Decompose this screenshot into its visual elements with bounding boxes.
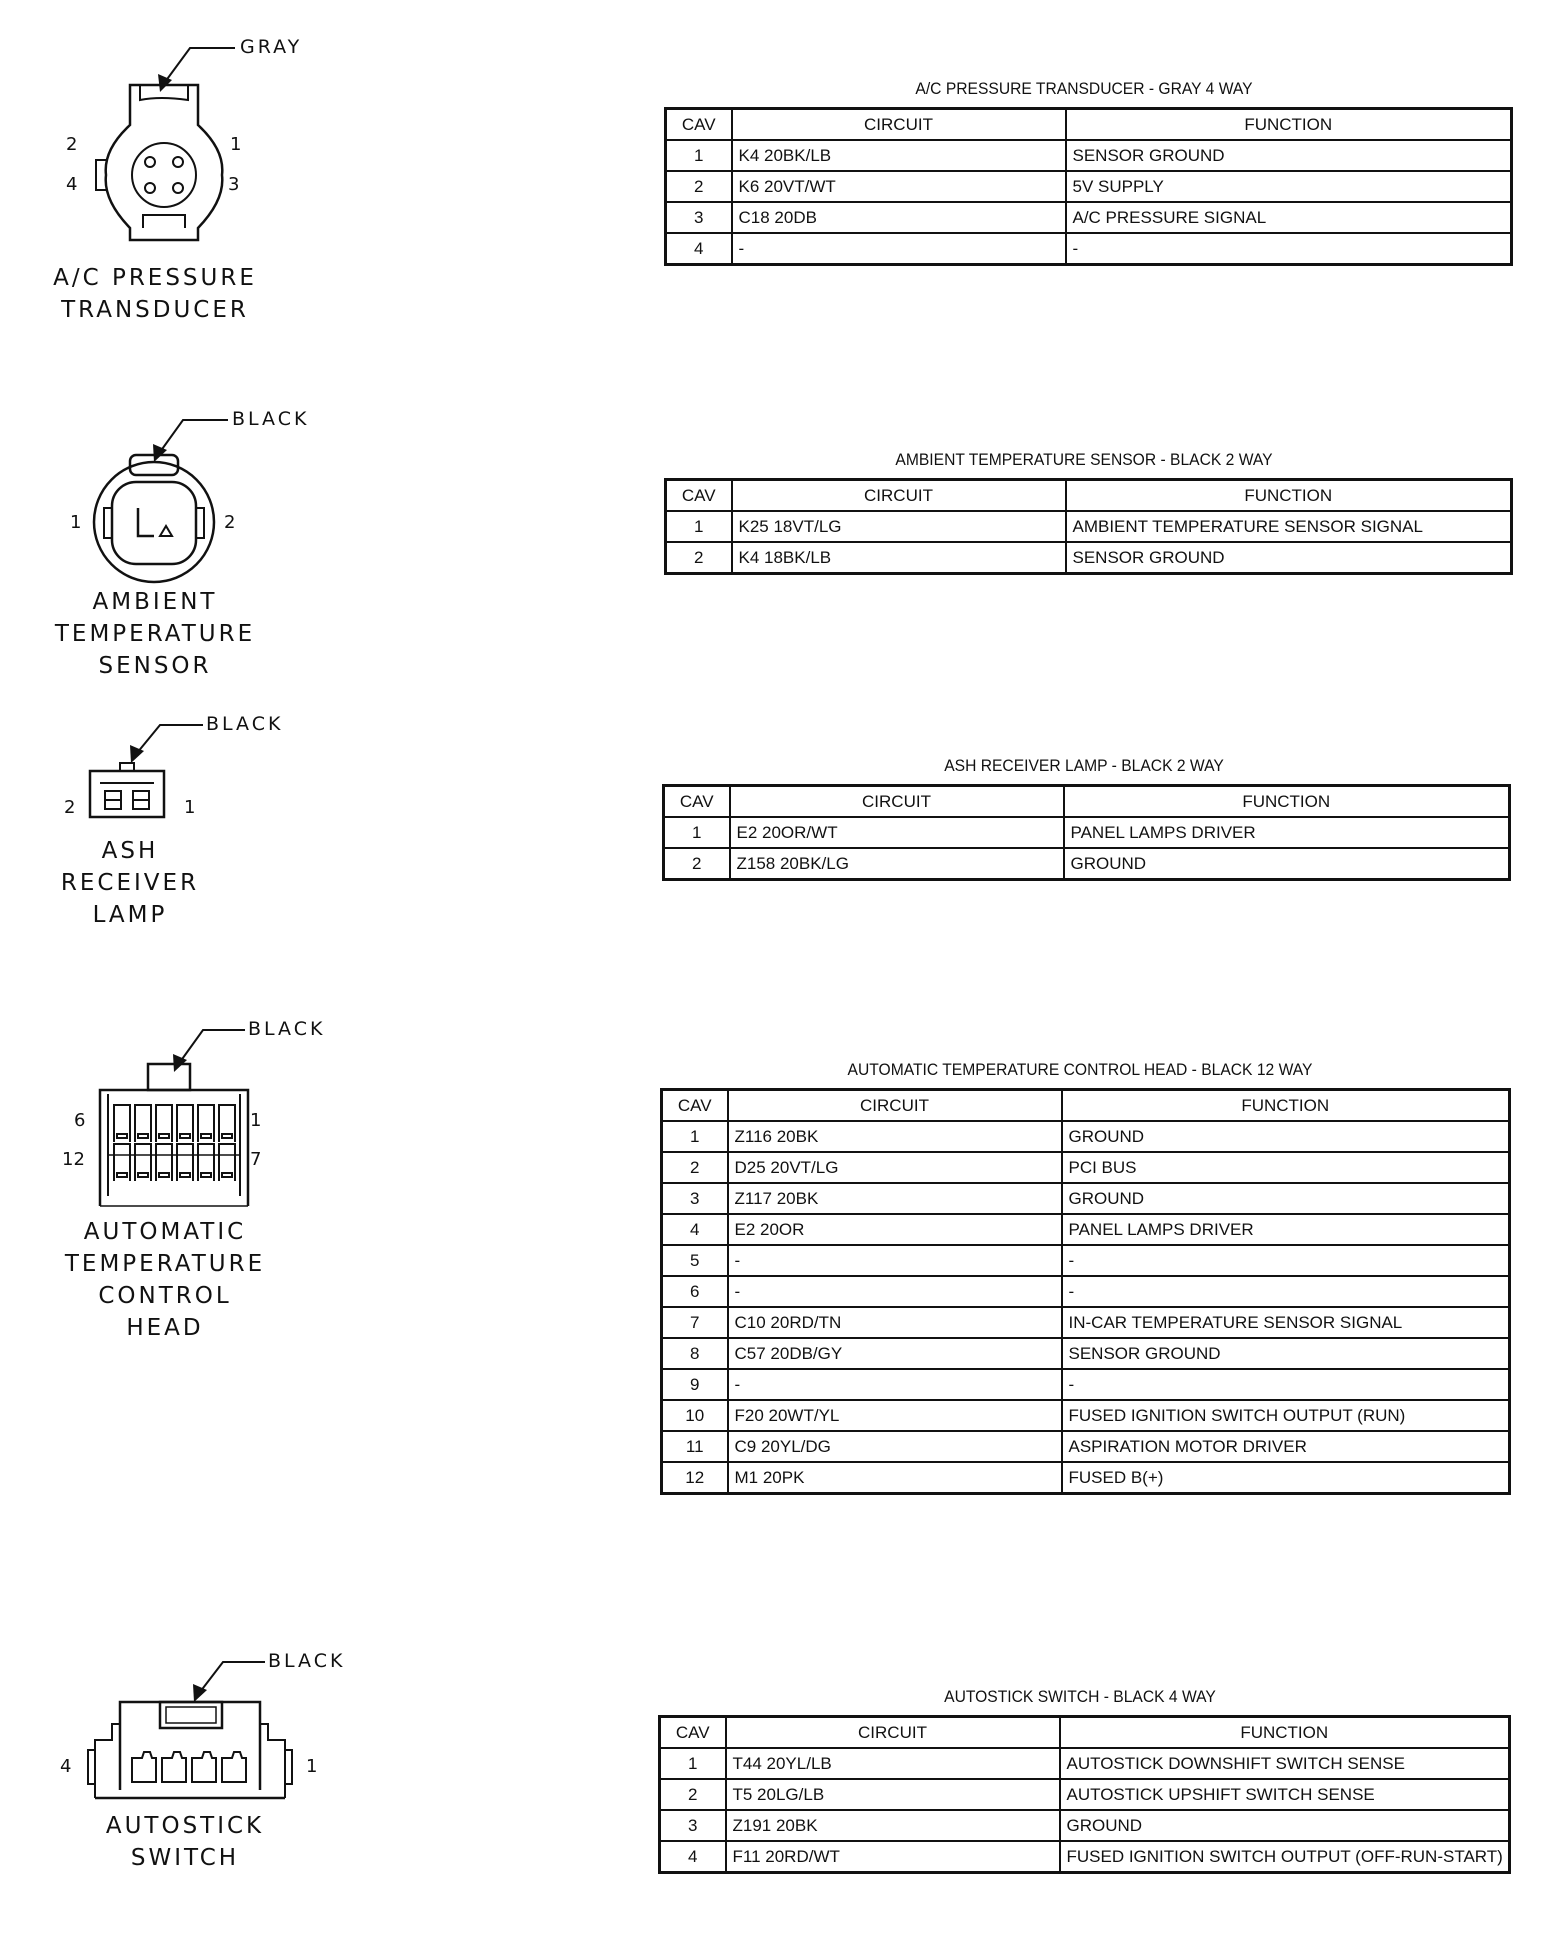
table-row — [660, 1841, 1510, 1873]
header-cav: CAV — [666, 109, 732, 141]
cav-cell: 9 — [662, 1369, 728, 1400]
table-row — [662, 1369, 1510, 1400]
cav-cell: 1 — [666, 140, 732, 171]
atc-pin-terminal — [180, 1173, 190, 1177]
cav-cell: 1 — [662, 1121, 728, 1152]
table-row — [662, 1462, 1510, 1494]
circuit-cell: C10 20RD/TN — [728, 1307, 1062, 1338]
auto-pin-cavity — [192, 1752, 216, 1782]
function-cell: AUTOSTICK UPSHIFT SWITCH SENSE — [1060, 1779, 1510, 1810]
header-function: FUNCTION — [1066, 480, 1512, 512]
function-cell: PCI BUS — [1062, 1152, 1510, 1183]
amb-table-title: AMBIENT TEMPERATURE SENSOR - BLACK 2 WAY — [895, 450, 1273, 469]
atc-pin-terminal — [159, 1134, 169, 1138]
header-circuit: CIRCUIT — [726, 1717, 1060, 1749]
cav-cell: 1 — [666, 511, 732, 542]
function-cell: - — [1062, 1245, 1510, 1276]
auto-pin-label: 1 — [306, 1756, 318, 1777]
ash-pin-label: 2 — [64, 797, 76, 818]
atc-pin-terminal — [222, 1173, 232, 1177]
auto-pin-cavity — [222, 1752, 246, 1782]
cav-cell: 6 — [662, 1276, 728, 1307]
table-row — [662, 1307, 1510, 1338]
ac-pin-label: 4 — [66, 174, 78, 195]
cav-cell: 4 — [666, 233, 732, 265]
table-header-row — [666, 109, 1512, 141]
circuit-cell: E2 20OR/WT — [730, 817, 1064, 848]
cav-cell: 2 — [666, 171, 732, 202]
table-header-row — [664, 786, 1510, 818]
table-row — [666, 202, 1512, 233]
circuit-cell: C18 20DB — [732, 202, 1066, 233]
table-row — [666, 171, 1512, 202]
amb-color-tag: BLACK — [232, 408, 310, 430]
atc-pin-terminal — [201, 1134, 211, 1138]
function-cell: SENSOR GROUND — [1066, 542, 1512, 574]
table-header-row — [662, 1090, 1510, 1122]
atc-connector-figure — [0, 1010, 360, 1350]
header-function: FUNCTION — [1062, 1090, 1510, 1122]
table-row — [664, 817, 1510, 848]
auto-color-tag: BLACK — [268, 1650, 346, 1672]
amb-pin-label: 2 — [224, 512, 236, 533]
table-row — [660, 1810, 1510, 1841]
table-row — [662, 1152, 1510, 1183]
function-cell: AUTOSTICK DOWNSHIFT SWITCH SENSE — [1060, 1748, 1510, 1779]
circuit-cell: K4 20BK/LB — [732, 140, 1066, 171]
cav-cell: 2 — [660, 1779, 726, 1810]
ac-pin-label: 2 — [66, 134, 78, 155]
cav-cell: 1 — [664, 817, 730, 848]
circuit-cell: - — [732, 233, 1066, 265]
atc-pin-terminal — [201, 1173, 211, 1177]
atc-pin-label: 7 — [250, 1149, 262, 1170]
table-row — [660, 1748, 1510, 1779]
atc-pin-terminal — [159, 1173, 169, 1177]
amb-pin-table — [664, 478, 1513, 575]
atc-pin-terminal — [117, 1173, 127, 1177]
atc-pin-label: 6 — [74, 1110, 86, 1131]
ac-color-tag: GRAY — [240, 36, 303, 58]
cav-cell: 8 — [662, 1338, 728, 1369]
function-cell: FUSED IGNITION SWITCH OUTPUT (RUN) — [1062, 1400, 1510, 1431]
auto-pin-cavity — [162, 1752, 186, 1782]
atc-color-tag: BLACK — [248, 1018, 326, 1040]
function-cell: GROUND — [1060, 1810, 1510, 1841]
circuit-cell: - — [728, 1369, 1062, 1400]
table-row — [662, 1431, 1510, 1462]
cav-cell: 1 — [660, 1748, 726, 1779]
ac-pin-label: 1 — [230, 134, 242, 155]
atc-pin-label: 1 — [250, 1110, 262, 1131]
cav-cell: 7 — [662, 1307, 728, 1338]
function-cell: IN-CAR TEMPERATURE SENSOR SIGNAL — [1062, 1307, 1510, 1338]
table-row — [666, 233, 1512, 265]
header-circuit: CIRCUIT — [732, 480, 1066, 512]
cav-cell: 10 — [662, 1400, 728, 1431]
atc-table-title: AUTOMATIC TEMPERATURE CONTROL HEAD - BLACK 12 WAY — [847, 1060, 1313, 1079]
function-cell: SENSOR GROUND — [1066, 140, 1512, 171]
table-row — [660, 1779, 1510, 1810]
amb-connector-label: AMBIENT TEMPERATURE SENSOR — [54, 589, 256, 679]
circuit-cell: E2 20OR — [728, 1214, 1062, 1245]
table-row — [666, 140, 1512, 171]
table-row — [662, 1400, 1510, 1431]
function-cell: FUSED B(+) — [1062, 1462, 1510, 1494]
atc-connector-label: AUTOMATIC TEMPERATURE CONTROL HEAD — [64, 1219, 266, 1341]
table-row — [666, 511, 1512, 542]
circuit-cell: K6 20VT/WT — [732, 171, 1066, 202]
circuit-cell: K4 18BK/LB — [732, 542, 1066, 574]
cav-cell: 2 — [666, 542, 732, 574]
circuit-cell: K25 18VT/LG — [732, 511, 1066, 542]
circuit-cell: Z158 20BK/LG — [730, 848, 1064, 880]
atc-pin-terminal — [138, 1173, 148, 1177]
table-row — [662, 1183, 1510, 1214]
ash-table-title: ASH RECEIVER LAMP - BLACK 2 WAY — [944, 756, 1224, 775]
auto-pin-cavities — [132, 1752, 246, 1782]
function-cell: GROUND — [1064, 848, 1510, 880]
auto-pin-table — [658, 1715, 1511, 1874]
function-cell: A/C PRESSURE SIGNAL — [1066, 202, 1512, 233]
cav-cell: 4 — [662, 1214, 728, 1245]
cav-cell: 3 — [666, 202, 732, 233]
auto-connector-label: AUTOSTICK SWITCH — [105, 1813, 265, 1871]
header-circuit: CIRCUIT — [728, 1090, 1062, 1122]
header-cav: CAV — [662, 1090, 728, 1122]
circuit-cell: Z191 20BK — [726, 1810, 1060, 1841]
atc-pin-label: 12 — [62, 1149, 85, 1170]
function-cell: - — [1062, 1369, 1510, 1400]
cav-cell: 4 — [660, 1841, 726, 1873]
cav-cell: 11 — [662, 1431, 728, 1462]
table-row — [666, 542, 1512, 574]
table-row — [664, 848, 1510, 880]
ash-pin-table — [662, 784, 1511, 881]
table-row — [662, 1338, 1510, 1369]
circuit-cell: F20 20WT/YL — [728, 1400, 1062, 1431]
function-cell: - — [1066, 233, 1512, 265]
ac-pin-table — [664, 107, 1513, 266]
ash-connector-figure — [0, 705, 340, 945]
circuit-cell: - — [728, 1245, 1062, 1276]
function-cell: PANEL LAMPS DRIVER — [1062, 1214, 1510, 1245]
header-function: FUNCTION — [1060, 1717, 1510, 1749]
circuit-cell: Z117 20BK — [728, 1183, 1062, 1214]
table-row — [662, 1214, 1510, 1245]
atc-pin-terminal — [138, 1134, 148, 1138]
header-function: FUNCTION — [1066, 109, 1512, 141]
header-cav: CAV — [666, 480, 732, 512]
header-circuit: CIRCUIT — [730, 786, 1064, 818]
circuit-cell: C57 20DB/GY — [728, 1338, 1062, 1369]
function-cell: ASPIRATION MOTOR DRIVER — [1062, 1431, 1510, 1462]
circuit-cell: T5 20LG/LB — [726, 1779, 1060, 1810]
auto-table-title: AUTOSTICK SWITCH - BLACK 4 WAY — [944, 1687, 1216, 1706]
auto-pin-cavity — [132, 1752, 156, 1782]
cav-cell: 2 — [662, 1152, 728, 1183]
cav-cell: 5 — [662, 1245, 728, 1276]
function-cell: SENSOR GROUND — [1062, 1338, 1510, 1369]
amb-connector-figure — [0, 400, 340, 700]
function-cell: GROUND — [1062, 1183, 1510, 1214]
atc-pin-terminal — [117, 1134, 127, 1138]
function-cell: GROUND — [1062, 1121, 1510, 1152]
ash-pin-label: 1 — [184, 797, 196, 818]
auto-pin-label: 4 — [60, 1756, 72, 1777]
ash-color-tag: BLACK — [206, 713, 284, 735]
function-cell: AMBIENT TEMPERATURE SENSOR SIGNAL — [1066, 511, 1512, 542]
circuit-cell: Z116 20BK — [728, 1121, 1062, 1152]
header-circuit: CIRCUIT — [732, 109, 1066, 141]
atc-pin-cavities — [114, 1105, 235, 1181]
circuit-cell: - — [728, 1276, 1062, 1307]
cav-cell: 3 — [660, 1810, 726, 1841]
cav-cell: 12 — [662, 1462, 728, 1494]
atc-pin-table — [660, 1088, 1511, 1495]
auto-connector-figure — [0, 1640, 360, 1890]
table-row — [662, 1276, 1510, 1307]
function-cell: 5V SUPPLY — [1066, 171, 1512, 202]
table-row — [662, 1245, 1510, 1276]
header-cav: CAV — [664, 786, 730, 818]
function-cell: FUSED IGNITION SWITCH OUTPUT (OFF-RUN-START) — [1060, 1841, 1510, 1873]
circuit-cell: T44 20YL/LB — [726, 1748, 1060, 1779]
ac-pin-label: 3 — [228, 174, 240, 195]
circuit-cell: D25 20VT/LG — [728, 1152, 1062, 1183]
circuit-cell: F11 20RD/WT — [726, 1841, 1060, 1873]
ac-table-title: A/C PRESSURE TRANSDUCER - GRAY 4 WAY — [915, 79, 1253, 98]
header-function: FUNCTION — [1064, 786, 1510, 818]
table-header-row — [660, 1717, 1510, 1749]
cav-cell: 2 — [664, 848, 730, 880]
circuit-cell: M1 20PK — [728, 1462, 1062, 1494]
ac-connector-figure — [0, 0, 340, 330]
table-header-row — [666, 480, 1512, 512]
atc-pin-terminal — [222, 1134, 232, 1138]
circuit-cell: C9 20YL/DG — [728, 1431, 1062, 1462]
cav-cell: 3 — [662, 1183, 728, 1214]
ash-connector-label: ASH RECEIVER LAMP — [60, 838, 200, 928]
atc-pin-terminal — [180, 1134, 190, 1138]
amb-pin-label: 1 — [70, 512, 82, 533]
table-row — [662, 1121, 1510, 1152]
header-cav: CAV — [660, 1717, 726, 1749]
function-cell: PANEL LAMPS DRIVER — [1064, 817, 1510, 848]
function-cell: - — [1062, 1276, 1510, 1307]
ac-connector-label: A/C PRESSURE TRANSDUCER — [53, 265, 257, 323]
